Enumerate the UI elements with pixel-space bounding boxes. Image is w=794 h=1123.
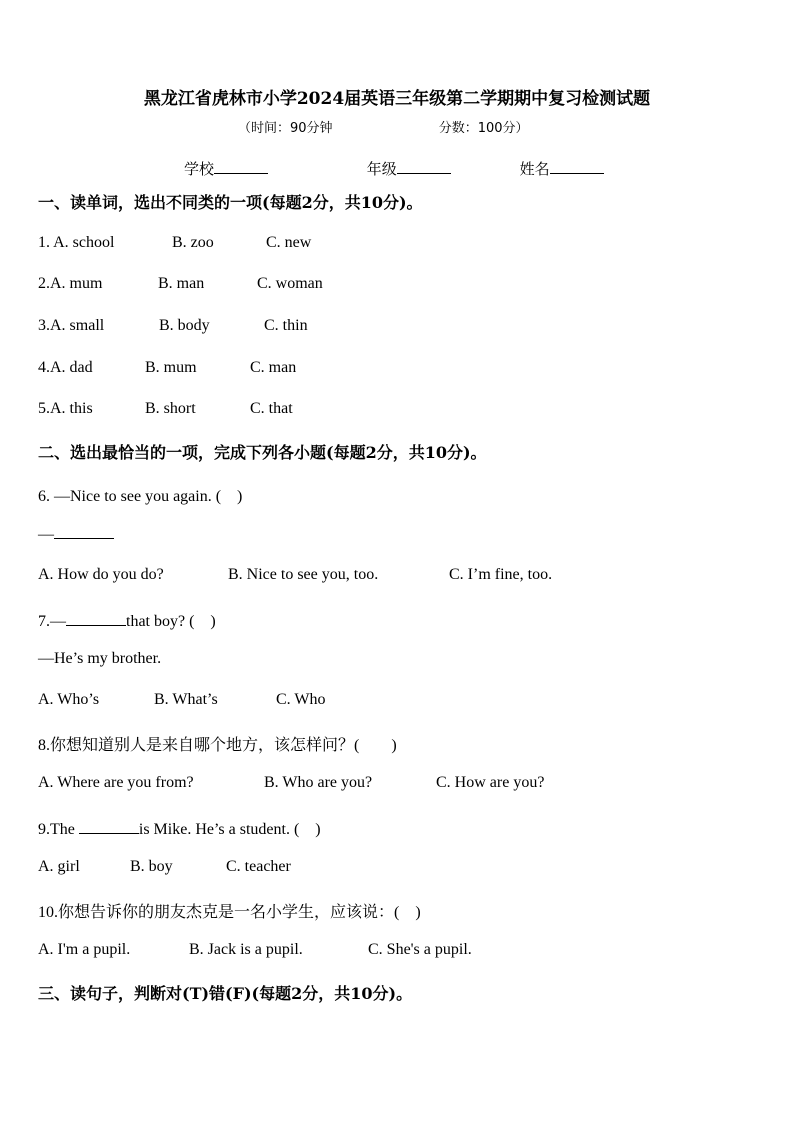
q4-option-a: 4.A. dad [38, 359, 93, 376]
q7-option-b: B. What’s [154, 691, 218, 708]
school-blank[interactable] [214, 159, 268, 174]
q9-option-c: C. teacher [226, 858, 291, 875]
q9-blank[interactable] [79, 820, 139, 834]
exam-score: 分数：100分） [438, 121, 529, 136]
page-title: 黑龙江省虎林市小学2024届英语三年级第二学期期中复习检测试题 [143, 89, 651, 109]
q7-option-a: A. Who’s [38, 691, 100, 708]
section-1-heading: 一、读单词，选出不同类的一项(每题2分，共10分)。 [38, 193, 423, 212]
question-5 [38, 400, 293, 418]
question-3 [38, 317, 308, 335]
q8-stem: 8.你想知道别人是来自哪个地方，该怎样问？( ) [38, 737, 397, 754]
q8-option-a: A. Where are you from? [38, 774, 194, 791]
grade-label: 年级 [366, 160, 397, 178]
question-1 [38, 234, 312, 252]
q6-option-a: A. How do you do? [38, 566, 164, 583]
q5-option-b: B. short [145, 400, 196, 417]
q1-option-c: C. new [266, 234, 312, 251]
q8-option-b: B. Who are you? [264, 774, 373, 791]
q9-option-b: B. boy [130, 858, 173, 875]
question-4 [38, 359, 297, 377]
name-blank[interactable] [550, 159, 604, 174]
q2-option-a: 2.A. mum [38, 275, 103, 292]
q1-option-a: 1. A. school [38, 234, 115, 251]
q2-option-c: C. woman [257, 275, 323, 292]
q6-answer-dash: — [38, 526, 54, 543]
q6-answer-blank[interactable] [54, 525, 114, 539]
q9-stem-post: is Mike. He’s a student. ( ) [138, 821, 321, 838]
q9-stem-pre: 9.The [38, 821, 79, 838]
section-2-heading: 二、选出最恰当的一项，完成下列各小题(每题2分，共10分)。 [38, 443, 487, 462]
q6-stem: 6. —Nice to see you again. ( ) [38, 488, 243, 505]
q5-option-a: 5.A. this [38, 400, 93, 417]
q2-option-b: B. man [158, 275, 205, 292]
q10-option-a: A. I'm a pupil. [38, 941, 131, 958]
q6-option-c: C. I’m fine, too. [449, 566, 553, 583]
q3-option-b: B. body [159, 317, 210, 334]
q7-stem-post: that boy? ( ) [126, 613, 216, 630]
exam-time: （时间：90分钟 [238, 121, 333, 136]
q4-option-b: B. mum [145, 359, 197, 376]
q9-options [38, 858, 291, 876]
q4-option-c: C. man [250, 359, 297, 376]
q3-option-a: 3.A. small [38, 317, 105, 334]
exam-meta [238, 117, 529, 136]
q7-reply: —He’s my brother. [38, 650, 162, 667]
q10-option-b: B. Jack is a pupil. [189, 941, 303, 958]
q6-options [38, 566, 553, 584]
q10-options [38, 941, 472, 959]
grade-blank[interactable] [397, 159, 451, 174]
q7-blank[interactable] [66, 612, 126, 626]
school-label: 学校 [184, 160, 215, 178]
q7-options [38, 691, 326, 709]
q10-option-c: C. She's a pupil. [368, 941, 472, 958]
name-label: 姓名 [519, 160, 550, 178]
q6-option-b: B. Nice to see you, too. [228, 566, 379, 583]
q10-stem: 10.你想告诉你的朋友杰克是一名小学生，应该说：( ) [38, 904, 421, 921]
q3-option-c: C. thin [264, 317, 308, 334]
q7-stem [38, 608, 216, 631]
section-3-heading: 三、读句子，判断对(T)错(F)(每题2分，共10分)。 [38, 984, 413, 1003]
q9-option-a: A. girl [38, 858, 80, 875]
q8-option-c: C. How are you? [436, 774, 545, 791]
student-info [184, 158, 604, 179]
q5-option-c: C. that [250, 400, 293, 417]
q7-option-c: C. Who [276, 691, 326, 708]
q1-option-b: B. zoo [172, 234, 214, 251]
q6-answer-line [38, 525, 114, 544]
q7-stem-pre: 7.— [38, 613, 66, 630]
q8-options [38, 774, 545, 792]
question-2 [38, 275, 323, 293]
q9-stem [38, 816, 321, 839]
